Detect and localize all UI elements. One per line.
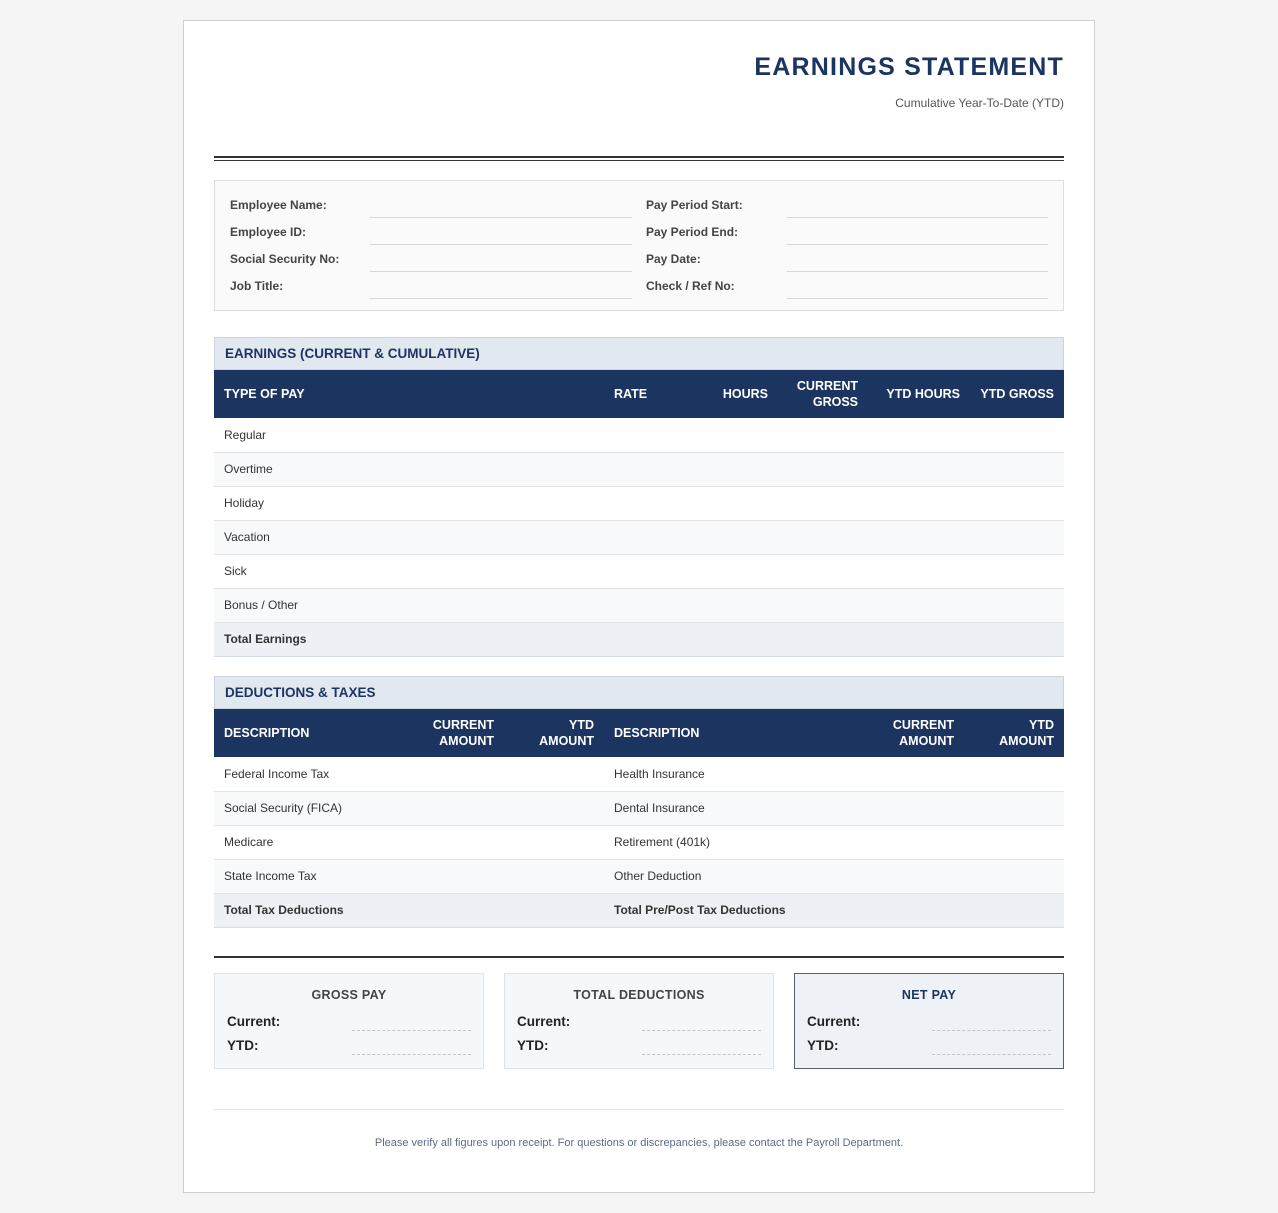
table-row [214, 418, 1064, 452]
pay-type: Vacation [214, 520, 604, 554]
gross-pay-card [214, 973, 484, 1069]
deductions-table [214, 709, 1064, 928]
pay-period-start-field[interactable] [787, 197, 1048, 218]
pay-type: Overtime [214, 452, 604, 486]
info-row-ssn [230, 245, 632, 272]
total-deductions-ytd-field[interactable] [642, 1040, 761, 1055]
current-label: Current: [227, 1014, 281, 1029]
current-label: Current: [807, 1014, 861, 1029]
check-ref-field[interactable] [787, 278, 1048, 299]
gross-pay-ytd-field[interactable] [352, 1040, 471, 1055]
info-label: Social Security No: [230, 252, 340, 266]
table-row [214, 520, 1064, 554]
info-label: Pay Period End: [646, 225, 739, 239]
table-row [214, 452, 1064, 486]
table-row [214, 825, 1064, 859]
total-earnings-label: Total Earnings [214, 622, 604, 656]
pay-date-field[interactable] [787, 251, 1048, 272]
table-row [214, 757, 1064, 791]
footer-note: Please verify all figures upon receipt. For questions or discrepancies, please contact the Payroll Department. [374, 1137, 904, 1149]
job-title-field[interactable] [370, 278, 632, 299]
pay-type: Regular [214, 418, 604, 452]
info-label: Check / Ref No: [646, 279, 735, 293]
total-deductions-current-field[interactable] [642, 1016, 761, 1031]
net-pay-card [794, 973, 1064, 1069]
info-row-pay-period-start [646, 191, 1048, 218]
deduction-desc: Health Insurance [604, 757, 874, 791]
info-row-employee-name [230, 191, 632, 218]
total-tax-deductions-label: Total Tax Deductions [214, 893, 604, 927]
deduction-desc: Other Deduction [604, 859, 874, 893]
statement-subtitle: Cumulative Year-To-Date (YTD) [895, 96, 1064, 110]
col-description: DESCRIPTION [214, 709, 414, 757]
footer-divider [214, 1109, 1064, 1110]
pay-type: Bonus / Other [214, 588, 604, 622]
employee-name-field[interactable] [370, 197, 632, 218]
info-label: Employee ID: [230, 225, 307, 239]
col-rate: RATE [604, 370, 692, 418]
ytd-label: YTD: [227, 1038, 259, 1053]
total-earnings-row [214, 622, 1064, 656]
info-row-job-title [230, 272, 632, 299]
ytd-label: YTD: [517, 1038, 549, 1053]
info-label: Employee Name: [230, 198, 327, 212]
card-title: GROSS PAY [311, 988, 387, 1002]
table-row [214, 791, 1064, 825]
employee-id-field[interactable] [370, 224, 632, 245]
earnings-header-row [214, 370, 1064, 418]
col-current-amount: CURRENT AMOUNT [874, 709, 964, 757]
ssn-field[interactable] [370, 251, 632, 272]
table-row [214, 554, 1064, 588]
deduction-desc: Social Security (FICA) [214, 791, 414, 825]
col-ytd-amount: YTD AMOUNT [504, 709, 604, 757]
info-row-pay-date [646, 245, 1048, 272]
employee-info-box [214, 180, 1064, 311]
info-row-pay-period-end [646, 218, 1048, 245]
deductions-header-row [214, 709, 1064, 757]
col-current-gross: CURRENT GROSS [778, 370, 868, 418]
current-label: Current: [517, 1014, 571, 1029]
info-label: Job Title: [230, 279, 284, 293]
table-row [214, 588, 1064, 622]
deduction-desc: Retirement (401k) [604, 825, 874, 859]
col-ytd-gross: YTD GROSS [970, 370, 1064, 418]
pay-type: Holiday [214, 486, 604, 520]
pay-period-end-field[interactable] [787, 224, 1048, 245]
net-pay-ytd-field[interactable] [932, 1040, 1051, 1055]
earnings-table [214, 370, 1064, 657]
info-row-employee-id [230, 218, 632, 245]
deductions-section [214, 676, 1064, 928]
deduction-desc: Medicare [214, 825, 414, 859]
info-label: Pay Period Start: [646, 198, 743, 212]
gross-pay-current-field[interactable] [352, 1016, 471, 1031]
col-ytd-hours: YTD HOURS [868, 370, 970, 418]
col-ytd-amount: YTD AMOUNT [964, 709, 1064, 757]
total-deductions-row [214, 893, 1064, 927]
summary-divider [214, 956, 1064, 958]
header-divider [214, 156, 1064, 161]
deduction-desc: Federal Income Tax [214, 757, 414, 791]
card-title: TOTAL DEDUCTIONS [573, 988, 705, 1002]
total-pre-post-deductions-label: Total Pre/Post Tax Deductions [604, 893, 1064, 927]
earnings-section [214, 337, 1064, 657]
info-label: Pay Date: [646, 252, 701, 266]
statement-title: EARNINGS STATEMENT [754, 53, 1064, 81]
pay-type: Sick [214, 554, 604, 588]
deductions-section-title: DEDUCTIONS & TAXES [214, 676, 1064, 709]
col-type-of-pay: TYPE OF PAY [214, 370, 604, 418]
card-title: NET PAY [901, 988, 957, 1002]
net-pay-current-field[interactable] [932, 1016, 1051, 1031]
statement-sheet [183, 20, 1095, 1193]
table-row [214, 859, 1064, 893]
total-deductions-card [504, 973, 774, 1069]
table-row [214, 486, 1064, 520]
col-current-amount: CURRENT AMOUNT [414, 709, 504, 757]
col-description: DESCRIPTION [604, 709, 874, 757]
info-row-check-ref [646, 272, 1048, 299]
deduction-desc: Dental Insurance [604, 791, 874, 825]
ytd-label: YTD: [807, 1038, 839, 1053]
deduction-desc: State Income Tax [214, 859, 414, 893]
col-hours: HOURS [692, 370, 778, 418]
earnings-section-title: EARNINGS (CURRENT & CUMULATIVE) [214, 337, 1064, 370]
